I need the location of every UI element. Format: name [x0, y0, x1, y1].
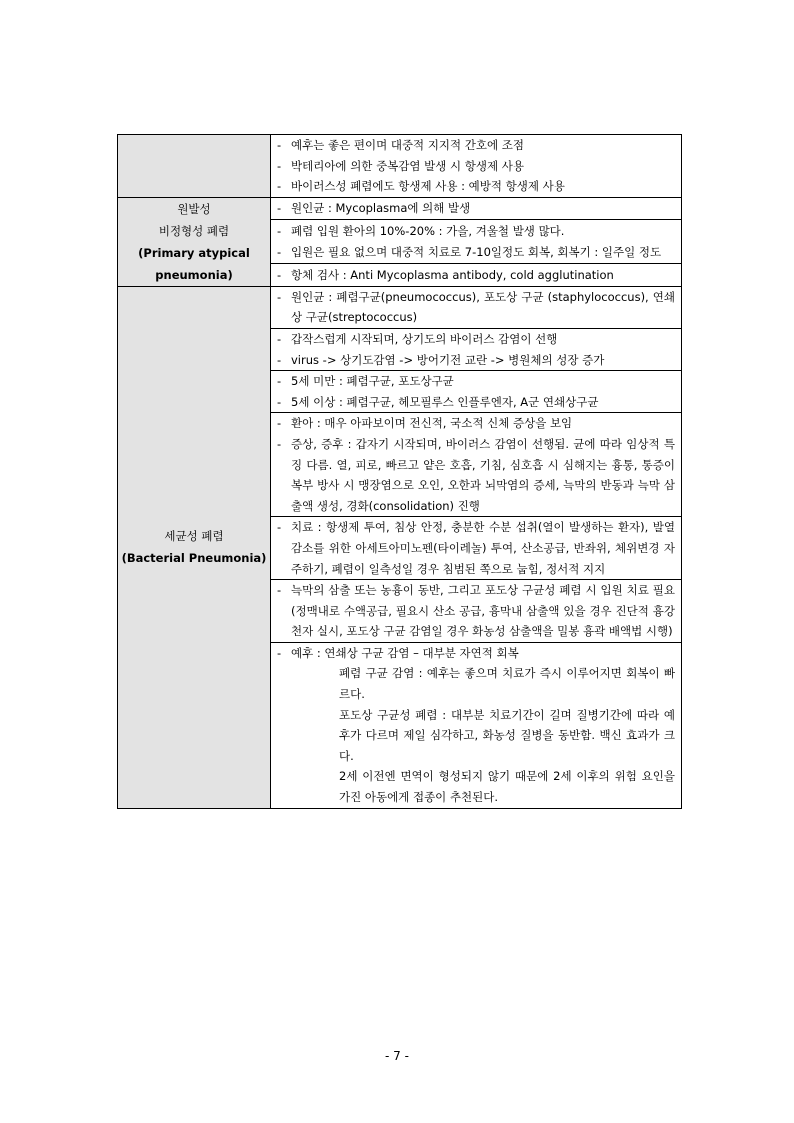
content-cell [271, 413, 682, 517]
list-item: - 갑작스럽게 시작되며, 상기도의 바이러스 감염이 선행 [277, 331, 558, 346]
category-cell-primary: 원발성 비정형성 폐렴 (Primary atypical pneumonia) [118, 197, 271, 286]
list-item: - 바이러스성 폐렴에도 항생제 사용 : 예방적 항생제 사용 [277, 179, 565, 194]
content-cell [271, 135, 682, 198]
content-cell [271, 371, 682, 413]
prognosis-paragraph: 2세 이전엔 면역이 형성되지 않기 때문에 2세 이후의 위험 요인을 가진 아동에게 접종이 추천된다. [339, 769, 675, 805]
list-item: - virus -> 상기도감염 -> 방어기전 교란 -> 병원체의 성장 증가 [277, 352, 605, 367]
table-row [118, 135, 682, 198]
list-item: - 환아 : 매우 아파보이며 전신적, 국소적 신체 증상을 보임 [277, 416, 573, 431]
content-cell [271, 264, 682, 287]
list-item: - 5세 이상 : 폐렴구균, 헤모필루스 인플루엔자, A군 연쇄상구균 [277, 394, 599, 409]
list-item: - 늑막의 삼출 또는 농흉이 동반, 그리고 포도상 구균성 폐렴 시 입원 치료 필요 (정맥내로 수액공급, 필요시 산소 공급, 흉막내 삼출액 있을 경우 진단적 흉강 천자 실시, 포도상 구균 감염일 경우 화농성 삼출액을 밀봉 흉곽 배액법 시행) [277, 583, 675, 639]
content-cell [271, 328, 682, 370]
category-cell-bacterial: 세균성 폐렴 (Bacterial Pneumonia) [118, 286, 271, 808]
list-item: - 예후는 좋은 편이며 대중적 지지적 간호에 조점 [277, 138, 525, 152]
content-cell [271, 286, 682, 328]
content-cell [271, 642, 682, 808]
content-cell [271, 580, 682, 643]
prognosis-paragraph: 폐렴 구균 감염 : 예후는 좋으며 치료가 즉시 이루어지면 회복이 빠르다. [339, 666, 675, 702]
table-row [118, 197, 682, 220]
content-cell [271, 197, 682, 220]
list-item: - 박테리아에 의한 중복감염 발생 시 항생제 사용 [277, 158, 525, 173]
list-item: - 폐렴 입원 환아의 10%-20% : 가을, 겨울철 발생 많다. [277, 224, 565, 239]
content-cell [271, 517, 682, 580]
table-row [118, 286, 682, 328]
category-cell-empty [118, 135, 271, 198]
list-item: - 원인균 : 폐렴구균(pneumococcus), 포도상 구균 (staphylococcus), 연쇄상 구균(streptococcus) [277, 289, 675, 325]
list-item: - 항체 검사 : Anti Mycoplasma antibody, cold agglutination [277, 267, 614, 282]
disease-table [117, 134, 682, 809]
list-item: - 5세 미만 : 폐렴구균, 포도상구균 [277, 374, 454, 389]
page-number: - 7 - [385, 1049, 409, 1063]
list-item: - 증상, 증후 : 갑자기 시작되며, 바이러스 감염이 선행됨. 균에 따라 임상적 특징 다름. 열, 피로, 빠르고 얕은 호흡, 기침, 심호흡 시 심해지는 흉통, 통증이 복부 방사 시 맹장염으로 오인, 오한과 뇌막염의 증세, 늑막의 반동과 늑막 삼출액 생성, 경화(consolidation) 진행 [277, 436, 675, 513]
content-cell [271, 220, 682, 264]
list-item: - 치료 : 항생제 투여, 침상 안정, 충분한 수분 섭취(열이 발생하는 환자), 발열 감소를 위한 아세트아미노펜(타이레놀) 투여, 산소공급, 반좌위, 체위변경 자주하기, 폐렴이 일측성일 경우 침범된 쪽으로 눕힘, 정서적 지지 [277, 520, 675, 576]
prognosis-paragraph: 포도상 구균성 폐렴 : 대부분 치료기간이 길며 질병기간에 따라 예후가 다르며 제일 심각하고, 화농성 질병을 동반함. 백신 효과가 크다. [339, 707, 675, 763]
list-item: - 원인균 : Mycoplasma에 의해 발생 [277, 201, 471, 216]
list-item: - 입원은 필요 없으며 대중적 치료로 7-10일정도 회복, 회복기 : 일주일 정도 [277, 244, 662, 259]
list-item: - 예후 : 연쇄상 구균 감염 – 대부분 자연적 회복 [277, 645, 519, 660]
